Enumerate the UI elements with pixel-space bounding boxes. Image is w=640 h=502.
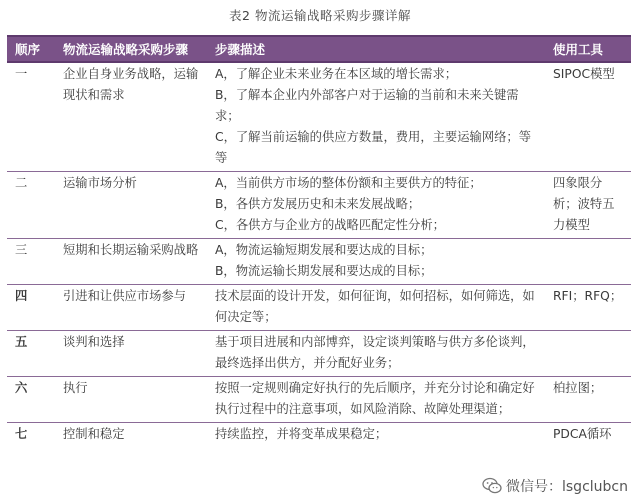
- row-step: 运输市场分析: [57, 172, 209, 239]
- desc-line: 按照一定规则确定好执行的先后顺序，并充分讨论和确定好执行过程中的注意事项，如风险消除、故障处理渠道；: [215, 381, 535, 416]
- table-row: [7, 377, 631, 423]
- row-seq: 五: [7, 331, 57, 377]
- row-tool: RFI；RFQ；: [545, 285, 631, 331]
- row-desc: [209, 239, 545, 285]
- row-tool: [545, 331, 631, 377]
- row-tool: 柏拉图；: [545, 377, 631, 423]
- row-step: 控制和稳定: [63, 427, 125, 441]
- header-step: 物流运输战略采购步骤: [57, 36, 209, 62]
- table-row: [7, 239, 631, 285]
- table-caption: 表2 物流运输战略采购步骤详解: [229, 8, 411, 23]
- row-step: 企业自身业务战略，运输现状和需求: [57, 62, 209, 172]
- row-seq: 一: [7, 62, 57, 172]
- header-tool: 使用工具: [545, 36, 631, 62]
- header-desc: 步骤描述: [209, 36, 545, 62]
- row-desc: [209, 172, 545, 239]
- row-step: 短期和长期运输采购战略: [57, 239, 209, 285]
- desc-line: A，当前供方市场的整体份额和主要供方的特征；: [215, 176, 482, 190]
- row-desc: [209, 331, 545, 377]
- row-tool: SIPOC模型: [545, 62, 631, 172]
- row-seq: 二: [7, 172, 57, 239]
- row-seq: 六: [7, 377, 57, 423]
- desc-line: B，各供方发展历史和未来发展战略；: [215, 197, 421, 211]
- row-step: 引进和让供应市场参与: [57, 285, 209, 331]
- row-seq: 三: [7, 239, 57, 285]
- row-desc: [209, 62, 545, 172]
- table-row: [7, 285, 631, 331]
- desc-line: B，了解本企业内外部客户对于运输的当前和未来关键需求；: [215, 88, 519, 123]
- table-row: [7, 331, 631, 377]
- table-row: [7, 172, 631, 239]
- desc-line: B，物流运输长期发展和要达成的目标；: [215, 264, 433, 278]
- procurement-steps-table: [7, 35, 631, 447]
- watermark-text: 微信号：lsgclubcn: [506, 479, 628, 495]
- row-desc: [209, 285, 545, 331]
- row-seq: 四: [7, 285, 57, 331]
- desc-line: C，了解当前运输的供应方数量，费用，主要运输网络；等等: [215, 130, 532, 165]
- row-desc: [209, 377, 545, 423]
- row-tool: PDCA循环: [553, 427, 612, 441]
- desc-line: 基于项目进展和内部博弈，设定谈判策略与供方多伦谈判，最终选择出供方，并分配好业务；: [215, 335, 535, 370]
- desc-line: 持续监控，并将变革成果稳定；: [215, 427, 388, 441]
- row-tool: [545, 239, 631, 285]
- row-tool: 四象限分析；波特五力模型: [545, 172, 631, 239]
- header-seq: 顺序: [7, 36, 57, 62]
- row-step: 谈判和选择: [57, 331, 209, 377]
- wechat-watermark: [478, 474, 632, 498]
- table-row: [7, 62, 631, 172]
- table-row: [7, 423, 631, 448]
- desc-line: A，了解企业未来业务在本区域的增长需求；: [215, 67, 458, 81]
- desc-line: A，物流运输短期发展和要达成的目标；: [215, 243, 433, 257]
- table-header-row: [7, 36, 631, 62]
- desc-line: C，各供方与企业方的战略匹配定性分析；: [215, 218, 445, 232]
- row-step: 执行: [57, 377, 209, 423]
- row-seq: 七: [15, 427, 28, 441]
- row-desc: [209, 423, 545, 448]
- wechat-icon: [482, 477, 502, 495]
- desc-line: 技术层面的设计开发，如何征询，如何招标，如何筛选，如何决定等；: [215, 289, 535, 324]
